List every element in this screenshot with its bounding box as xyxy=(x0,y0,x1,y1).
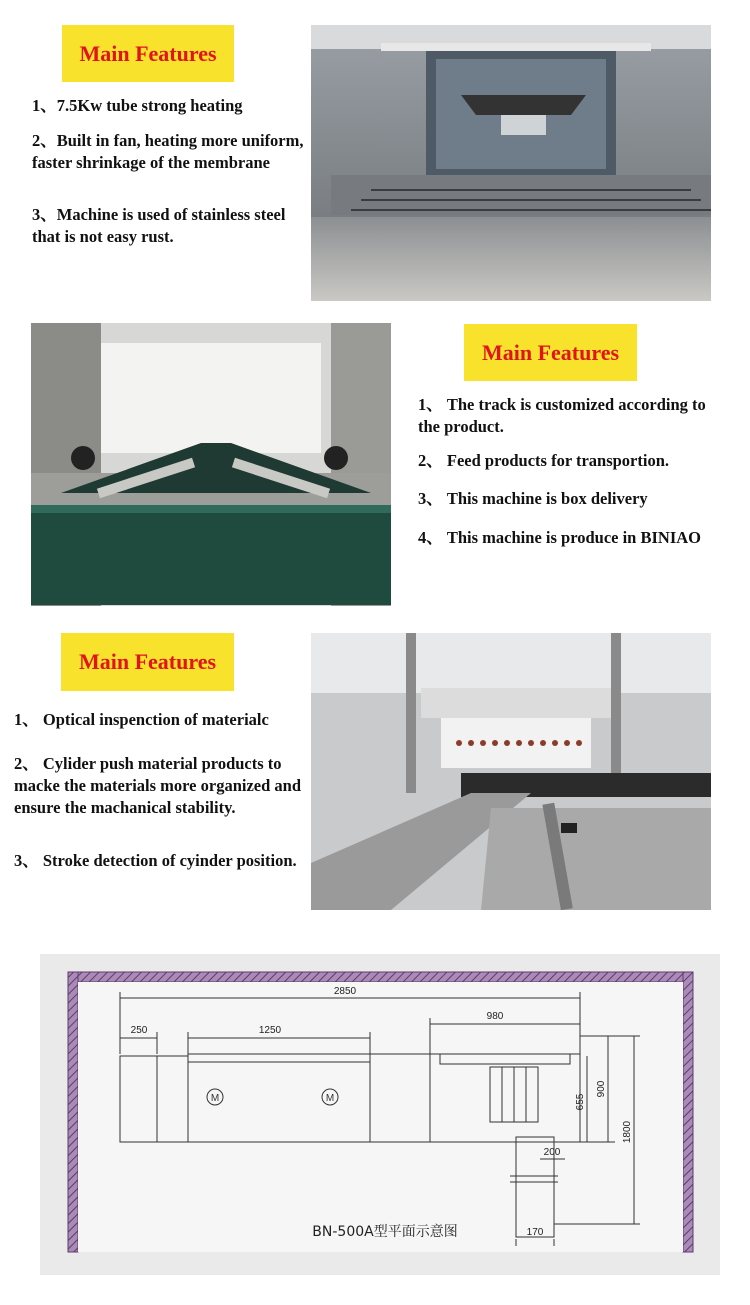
main-features-badge-1: Main Features xyxy=(62,25,234,82)
feature-1-2: 2、Built in fan, heating more uniform, faster shrinkage of the membrane xyxy=(32,131,304,172)
dim-2850: 2850 xyxy=(333,986,357,997)
heating-tunnel-photo xyxy=(311,25,711,301)
feature-1-3: 3、Machine is used of stainless steel that is not easy rust. xyxy=(32,205,286,246)
dim-980: 980 xyxy=(486,1011,504,1022)
feature-2-3: 3、 This machine is box delivery xyxy=(418,489,648,508)
feature-1-1: 1、7.5Kw tube strong heating xyxy=(32,96,243,115)
dim-655: 655 xyxy=(575,1093,586,1111)
dim-170: 170 xyxy=(526,1227,544,1238)
wall-right xyxy=(683,972,693,1252)
wall-left xyxy=(68,972,78,1252)
main-features-badge-2: Main Features xyxy=(464,324,637,381)
feature-3-2: 2、 Cylider push material products to macke the materials more organized and ensure the machanical stability. xyxy=(14,754,302,817)
cylinder-push-photo xyxy=(311,633,711,910)
feature-3-3: 3、 Stroke detection of cyinder position. xyxy=(14,851,297,870)
floor-plan-drawing xyxy=(40,954,720,1275)
motor-label-1: M xyxy=(210,1093,220,1104)
dim-1250: 1250 xyxy=(258,1025,282,1036)
motor-label-2: M xyxy=(325,1093,335,1104)
dim-250: 250 xyxy=(130,1025,148,1036)
main-features-badge-3: Main Features xyxy=(61,633,234,691)
conveyor-track-photo xyxy=(31,323,391,606)
feature-2-1: 1、 The track is customized according to the product. xyxy=(418,395,706,436)
wall-top xyxy=(68,972,693,982)
dim-900: 900 xyxy=(596,1080,607,1098)
feature-3-1: 1、 Optical inspenction of materialc xyxy=(14,710,269,729)
feature-2-2: 2、 Feed products for transportion. xyxy=(418,451,670,470)
feature-2-4: 4、 This machine is produce in BINIAO xyxy=(418,528,701,547)
dim-1800: 1800 xyxy=(622,1120,633,1144)
plan-title: BN-500A型平面示意图 xyxy=(312,1224,458,1240)
dim-200: 200 xyxy=(543,1147,561,1158)
